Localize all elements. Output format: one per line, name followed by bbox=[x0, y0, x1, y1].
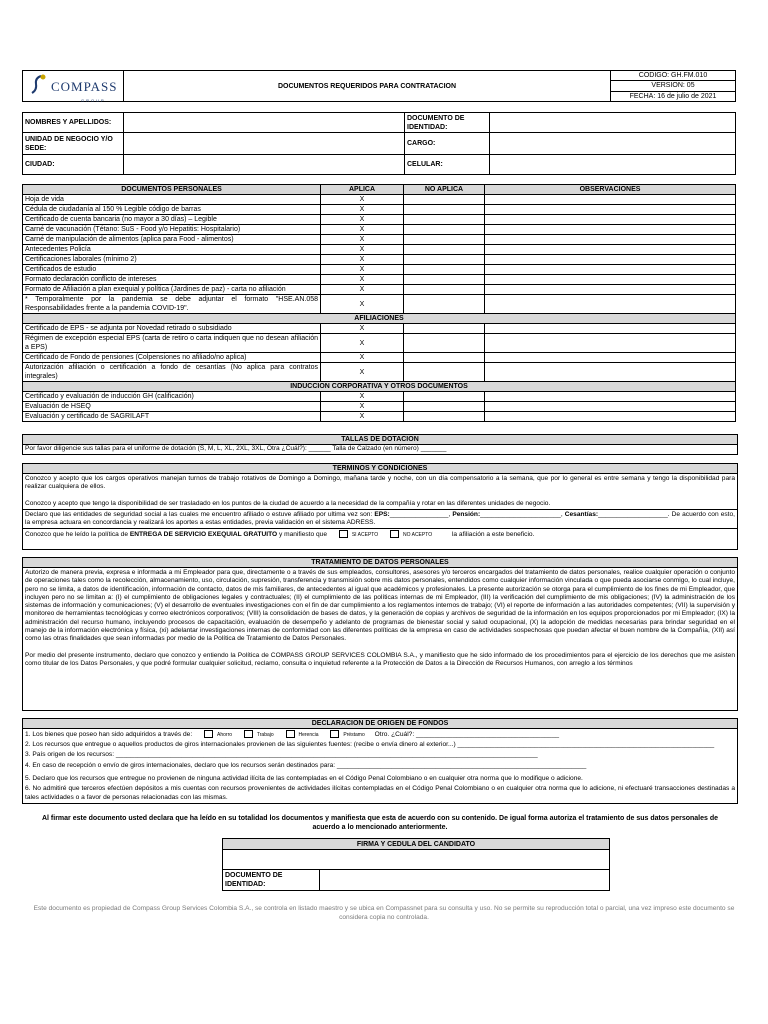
terminos-p4 bbox=[23, 529, 737, 540]
document-name: Formato de Afiliación a plan exequial y política (Jardines de paz) - carta no afiliación bbox=[23, 285, 321, 295]
no-aplica-cell[interactable] bbox=[404, 412, 485, 422]
origen-section bbox=[22, 718, 738, 804]
no-aplica-cell[interactable] bbox=[404, 215, 485, 225]
tallas-text[interactable]: Por favor diligencie sus tallas para el uniforme de dotación (S, M, L, XL, 2XL, 3XL, Otra ¿Cuál?): ______ Talla de Calzado (en número) _______ bbox=[25, 445, 447, 452]
trabajo-checkbox[interactable] bbox=[244, 730, 253, 738]
observaciones-cell[interactable] bbox=[485, 215, 736, 225]
observaciones-cell[interactable] bbox=[485, 275, 736, 285]
terminos-p3: Declaro que las entidades de seguridad social a las cuales me encuentro afiliado o estuve afiliado por ultima vez son: EPS:________________, Pensión:______________________, Cesantías:___________________. De acuerdo con esto, la empresa actuara en concordancia y realizará los aportes a estas entidades, previa validación en el sistema ADRESS. bbox=[23, 510, 737, 530]
observaciones-cell[interactable] bbox=[485, 235, 736, 245]
herencia-label: Herencia bbox=[298, 731, 319, 738]
ahorro-checkbox[interactable] bbox=[204, 730, 213, 738]
tratamiento-section bbox=[22, 557, 738, 711]
afiliaciones-title: AFILIACIONES bbox=[23, 314, 736, 324]
no-aplica-cell[interactable] bbox=[404, 402, 485, 412]
table-row bbox=[23, 353, 736, 363]
observaciones-cell[interactable] bbox=[485, 392, 736, 402]
observaciones-cell[interactable] bbox=[485, 363, 736, 382]
no-aplica-cell[interactable] bbox=[404, 334, 485, 353]
aplica-mark[interactable]: X bbox=[321, 334, 404, 353]
aplica-mark[interactable]: X bbox=[321, 235, 404, 245]
aplica-mark[interactable]: X bbox=[321, 225, 404, 235]
ciudad-label: CIUDAD: bbox=[23, 155, 124, 175]
table-row bbox=[23, 295, 736, 314]
firma-declaration: Al firmar este documento usted declara que ha leído en su totalidad los documentos y manifiesta que esta de acuerdo con su contenido. De igual forma autoriza el tratamiento de sus datos personales de acuerdo a lo mencionado anteriormente. bbox=[41, 815, 719, 831]
nombres-field[interactable] bbox=[124, 113, 405, 133]
document-name: Formato declaración conflicto de intereses bbox=[23, 275, 321, 285]
table-row bbox=[23, 195, 736, 205]
table-row bbox=[23, 265, 736, 275]
aplica-mark[interactable]: X bbox=[321, 275, 404, 285]
pension-label: Pensión: bbox=[452, 510, 481, 518]
unidad-label: UNIDAD DE NEGOCIO Y/O SEDE: bbox=[23, 133, 124, 155]
otro-field[interactable]: Otro. ¿Cuál?: _______________________________________ bbox=[374, 730, 560, 738]
firma-title: FIRMA Y CEDULA DEL CANDIDATO bbox=[223, 839, 610, 850]
no-acepto-label: NO ACEPTO bbox=[403, 532, 433, 539]
observaciones-cell[interactable] bbox=[485, 225, 736, 235]
document-name: Certificado y evaluación de inducción GH (calificación) bbox=[23, 392, 321, 402]
observaciones-cell[interactable] bbox=[485, 324, 736, 334]
table-row bbox=[23, 285, 736, 295]
terminos-p3-intro: Declaro que las entidades de seguridad social a las cuales me encuentro afiliado o estuve afiliado por ultima vez son: bbox=[25, 510, 373, 518]
logo-sub: GROUP bbox=[81, 98, 106, 103]
aplica-mark[interactable]: X bbox=[321, 215, 404, 225]
eps-label: EPS: bbox=[374, 510, 390, 518]
datos-table bbox=[22, 112, 736, 175]
terminos-p3-rest: De acuerdo con esto, la empresa actuara en concordancia y realizará los aportes a estas entidades, previa validación en el sistema ADRESS. bbox=[25, 510, 735, 527]
version: VERSION: 05 bbox=[611, 81, 736, 91]
origen-l6: 6. No admitiré que terceros efectúen depósitos a mis cuentas con recursos provenientes de actividades ilícitas contempladas en el Código Penal Colombiano o en cualquier otra norma que lo adicione, ni efectuaré transacciones destinadas a tales actividades o a favor de personas relacionadas con las mismas. bbox=[25, 785, 735, 801]
terminos-p4-intro: Conozco que he leído la política de bbox=[25, 531, 129, 539]
doc-title: DOCUMENTOS REQUERIDOS PARA CONTRATACION bbox=[124, 71, 611, 102]
table-row bbox=[23, 334, 736, 353]
si-acepto-label: SI ACEPTO bbox=[351, 532, 379, 539]
compass-logo-icon bbox=[29, 73, 49, 99]
col-no-aplica: NO APLICA bbox=[404, 185, 485, 195]
document-name: Cédula de ciudadanía al 150 % Legible código de barras bbox=[23, 205, 321, 215]
observaciones-cell[interactable] bbox=[485, 255, 736, 265]
aplica-mark[interactable]: X bbox=[321, 245, 404, 255]
no-aplica-cell[interactable] bbox=[404, 225, 485, 235]
document-name: Antecedentes Policía bbox=[23, 245, 321, 255]
terminos-p4-end: la afiliación a este beneficio. bbox=[451, 531, 535, 539]
table-row bbox=[23, 275, 736, 285]
document-name: Certificado de Fondo de pensiones (Colpensiones no afiliado/no aplica) bbox=[23, 353, 321, 363]
ciudad-field[interactable] bbox=[124, 155, 405, 175]
aplica-mark[interactable]: X bbox=[321, 402, 404, 412]
si-acepto-checkbox[interactable] bbox=[339, 530, 348, 538]
no-aplica-cell[interactable] bbox=[404, 275, 485, 285]
tallas-section bbox=[22, 434, 738, 455]
no-aplica-cell[interactable] bbox=[404, 235, 485, 245]
document-name: Certificado de EPS - se adjunta por Novedad retirado o subsidiado bbox=[23, 324, 321, 334]
origen-l1-text: 1. Los bienes que poseo han sido adquiridos a través de: bbox=[25, 730, 193, 738]
observaciones-cell[interactable] bbox=[485, 295, 736, 314]
aplica-mark[interactable]: X bbox=[321, 285, 404, 295]
observaciones-cell[interactable] bbox=[485, 402, 736, 412]
observaciones-cell[interactable] bbox=[485, 285, 736, 295]
aplica-mark[interactable]: X bbox=[321, 412, 404, 422]
tallas-title: TALLAS DE DOTACION bbox=[23, 435, 737, 445]
observaciones-cell[interactable] bbox=[485, 205, 736, 215]
celular-field[interactable] bbox=[490, 155, 736, 175]
no-aplica-cell[interactable] bbox=[404, 363, 485, 382]
no-aplica-cell[interactable] bbox=[404, 392, 485, 402]
table-row bbox=[23, 412, 736, 422]
documento-field[interactable] bbox=[490, 113, 736, 133]
terminos-p1: Conozco y acepto que los cargos operativos manejan turnos de trabajo rotativos de Domingo a Domingo, mañana tarde y noche, con un día compensatorio a la semana, que por lo general es entre semana y tengo la disponibilidad para realizar cualquiera de ellos. bbox=[25, 475, 735, 491]
prestamo-label: Préstamo bbox=[343, 731, 365, 738]
exequial-title: ENTREGA DE SERVICIO EXEQUIAL GRATUITO bbox=[129, 531, 278, 539]
origen-title: DECLARACION DE ORIGEN DE FONDOS bbox=[23, 719, 737, 729]
tratamiento-title: TRATAMIENTO DE DATOS PERSONALES bbox=[23, 558, 737, 568]
no-aplica-cell[interactable] bbox=[404, 245, 485, 255]
no-aplica-cell[interactable] bbox=[404, 265, 485, 275]
terminos-title: TERMINOS Y CONDICIONES bbox=[23, 464, 737, 474]
table-row bbox=[23, 245, 736, 255]
origen-l3[interactable]: 3. País origen de los recursos: ___________________________________________________________________________________________________________________ bbox=[25, 751, 538, 759]
no-aplica-cell[interactable] bbox=[404, 195, 485, 205]
table-row bbox=[23, 235, 736, 245]
document-name: Autorización afiliación o certificación a fondo de cesantías (No aplica para contratos integrales) bbox=[23, 363, 321, 382]
codigo: CODIGO: GH.FM.010 bbox=[611, 71, 736, 81]
observaciones-cell[interactable] bbox=[485, 245, 736, 255]
no-aplica-cell[interactable] bbox=[404, 255, 485, 265]
header-table bbox=[22, 70, 736, 102]
tratamiento-p2: Por medio del presente instrumento, declaro que conozco y entiendo la Política de COMPASS GROUP SERVICES COLOMBIA S.A., y manifiesto que he sido informado de los procedimientos para el ejercicio de los derechos que me asisten como titular de los Datos Personales, y que podré formular cualquier solicitud, reclamo, consulta o inquietud referente a la Protección de Datos a la Dirección de Recursos Humanos, con arreglo a los términos bbox=[25, 651, 735, 667]
table-row bbox=[23, 255, 736, 265]
cargo-label: CARGO: bbox=[405, 133, 490, 155]
logo-text: COMPASS bbox=[51, 79, 118, 94]
no-aplica-cell[interactable] bbox=[404, 295, 485, 314]
footer-note: Este documento es propiedad de Compass Group Services Colombia S.A., se controla en listado maestro y se ubica en Compassnet para su consulta y uso. No se permite su reproducción total o parcial, una vez impreso este documento se considera copia no controlada. bbox=[33, 905, 735, 921]
aplica-mark[interactable]: X bbox=[321, 195, 404, 205]
aplica-mark[interactable]: X bbox=[321, 324, 404, 334]
firma-documento-field[interactable] bbox=[320, 870, 610, 891]
table-row bbox=[23, 324, 736, 334]
table-row bbox=[23, 392, 736, 402]
document-name: Régimen de excepción especial EPS (carta de retiro o carta indiquen que no desean afiliación a EPS) bbox=[23, 334, 321, 353]
induccion-title: INDUCCION CORPORATIVA Y OTROS DOCUMENTOS bbox=[23, 382, 736, 392]
firma-field[interactable] bbox=[223, 850, 610, 870]
prestamo-checkbox[interactable] bbox=[330, 730, 339, 738]
no-aplica-cell[interactable] bbox=[404, 324, 485, 334]
aplica-mark[interactable]: X bbox=[321, 353, 404, 363]
origen-l2[interactable]: 2. Los recursos que entregue o aquellos productos de giros internacionales provienen de las siguientes fuentes: (recibe o envía dinero al exterior...) ______________________________________________________________________ bbox=[25, 741, 715, 749]
observaciones-cell[interactable] bbox=[485, 334, 736, 353]
firma-documento-label: DOCUMENTO DE IDENTIDAD: bbox=[223, 870, 320, 891]
unidad-field[interactable] bbox=[124, 133, 405, 155]
document-name: Hoja de vida bbox=[23, 195, 321, 205]
document-name: Evaluación de HSEQ bbox=[23, 402, 321, 412]
table-row bbox=[23, 363, 736, 382]
observaciones-cell[interactable] bbox=[485, 353, 736, 363]
nombres-label: NOMBRES Y APELLIDOS: bbox=[23, 113, 124, 133]
cesantias-label: Cesantías: bbox=[564, 510, 599, 518]
firma-table bbox=[222, 838, 610, 891]
fecha: FECHA: 16 de julio de 2021 bbox=[611, 91, 736, 101]
no-aplica-cell[interactable] bbox=[404, 285, 485, 295]
terminos-p4-mid: y manifiesto que bbox=[278, 531, 327, 539]
document-name: Certificados de estudio bbox=[23, 265, 321, 275]
no-aplica-cell[interactable] bbox=[404, 353, 485, 363]
aplica-mark[interactable]: X bbox=[321, 295, 404, 314]
aplica-mark[interactable]: X bbox=[321, 392, 404, 402]
celular-label: CELULAR: bbox=[405, 155, 490, 175]
trabajo-label: Trabajo bbox=[256, 731, 274, 738]
logo-cell bbox=[23, 71, 124, 102]
cargo-field[interactable] bbox=[490, 133, 736, 155]
aplica-mark[interactable]: X bbox=[321, 265, 404, 275]
no-aplica-cell[interactable] bbox=[404, 205, 485, 215]
aplica-mark[interactable]: X bbox=[321, 363, 404, 382]
herencia-checkbox[interactable] bbox=[286, 730, 295, 738]
aplica-mark[interactable]: X bbox=[321, 205, 404, 215]
ahorro-label: Ahorro bbox=[217, 731, 233, 738]
table-row bbox=[23, 215, 736, 225]
document-name: Certificado de cuenta bancaria (no mayor a 30 días) – Legible bbox=[23, 215, 321, 225]
table-row bbox=[23, 205, 736, 215]
document-name: Carné de manipulación de alimentos (aplica para Food - alimentos) bbox=[23, 235, 321, 245]
document-name: Certificaciones laborales (mínimo 2) bbox=[23, 255, 321, 265]
table-row bbox=[23, 402, 736, 412]
documento-label: DOCUMENTO DE IDENTIDAD: bbox=[405, 113, 490, 133]
observaciones-cell[interactable] bbox=[485, 195, 736, 205]
observaciones-cell[interactable] bbox=[485, 265, 736, 275]
observaciones-cell[interactable] bbox=[485, 412, 736, 422]
documentos-table bbox=[22, 184, 736, 422]
col-documentos: DOCUMENTOS PERSONALES bbox=[23, 185, 321, 195]
document-name: * Temporalmente por la pandemia se debe adjuntar el formato "HSE.AN.058 Responsabilidades frente a la pandemia COVID-19". bbox=[23, 295, 321, 314]
origen-l5: 5. Declaro que los recursos que entregue no provienen de ninguna actividad ilícita de las contempladas en el Código Penal Colombiano o en cualquier otra norma que lo modifique o adicione. bbox=[25, 774, 583, 782]
col-observaciones: OBSERVACIONES bbox=[485, 185, 736, 195]
aplica-mark[interactable]: X bbox=[321, 255, 404, 265]
document-name: Evaluación y certificado de SAGRILAFT bbox=[23, 412, 321, 422]
terminos-p2: Conozco y acepto que tengo la disponibilidad de ser trasladado en los puntos de la ciudad de acuerdo a la necesidad de la compañía y rotar en las diferentes unidades de negocio. bbox=[23, 499, 737, 510]
tratamiento-p1: Autorizo de manera previa, expresa e informada a mi Empleador para que, directamente o a través de sus empleados, consultores, asesores y/o terceros encargados del tratamiento de datos personales, realice cualquier operación o conjunto de operaciones tales como la recolección, almacenamiento, uso, circulación, supresión, transferencia y transmisión sobre mis datos personales, entendidos como cualquier información vinculada o que pueda asociarse conmigo, lo cual incluye, pero no se limita, a datos de identificación, información de contacto, datos de mis familiares, de antecedentes al igual que académicos y profesionales. La presente autorización se otorga para el cumplimiento de los fines de mi Empleador, que incluyen pero no se limitan a: (I) el cumplimiento de obligaciones legales y contractuales; (II) el cumplimiento de las políticas internas de mi Empleador, (III) la verificación del cumplimiento de mis obligaciones; (IV) la administración de los sistemas de información y comunicaciones; (V) el desarrollo de eventuales investigaciones con el fin de dar cumplimiento a los reglamentos internos de trabajo; (VI) el reporte de información a las autoridades competentes; (VII) la supervisión y monitoreo de herramientas tecnológicas y correo electrónicos corporativos; (VIII) la consolidación de bases de datos, y la generación de copias y archivos de seguridad de la información en los equipos proporcionados por mi Empleador; (IX) la administración del recurso humano, incluyendo procesos de capacitación, evaluación de desempeño y adelanto de programas de bienestar social y salud ocupacional, (X) la adopción de medidas necesarias para brindar seguridad en el manejo de la información electrónica y física, (xi) adelantar investigaciones internas de conformidad con las diferentes políticas de la empresa en caso de actividades sospechosas que puedan afectar el buen nombre de la Compañía, (XII) así como las otras finalidades que sean informadas por medio de la Política de Tratamiento de Datos Personales. bbox=[25, 569, 735, 643]
col-aplica: APLICA bbox=[321, 185, 404, 195]
document-name: Carné de vacunación (Tétano: SuS - Food y/o Hepatitis: Hospitalario) bbox=[23, 225, 321, 235]
table-row bbox=[23, 225, 736, 235]
terminos-section bbox=[22, 463, 738, 550]
origen-l1 bbox=[23, 729, 737, 740]
origen-l4[interactable]: 4. En caso de recepción o envío de giros internacionales, declaro que los recursos serán destinados para: ____________________________________________________________________ bbox=[25, 761, 587, 769]
no-acepto-checkbox[interactable] bbox=[390, 530, 399, 538]
